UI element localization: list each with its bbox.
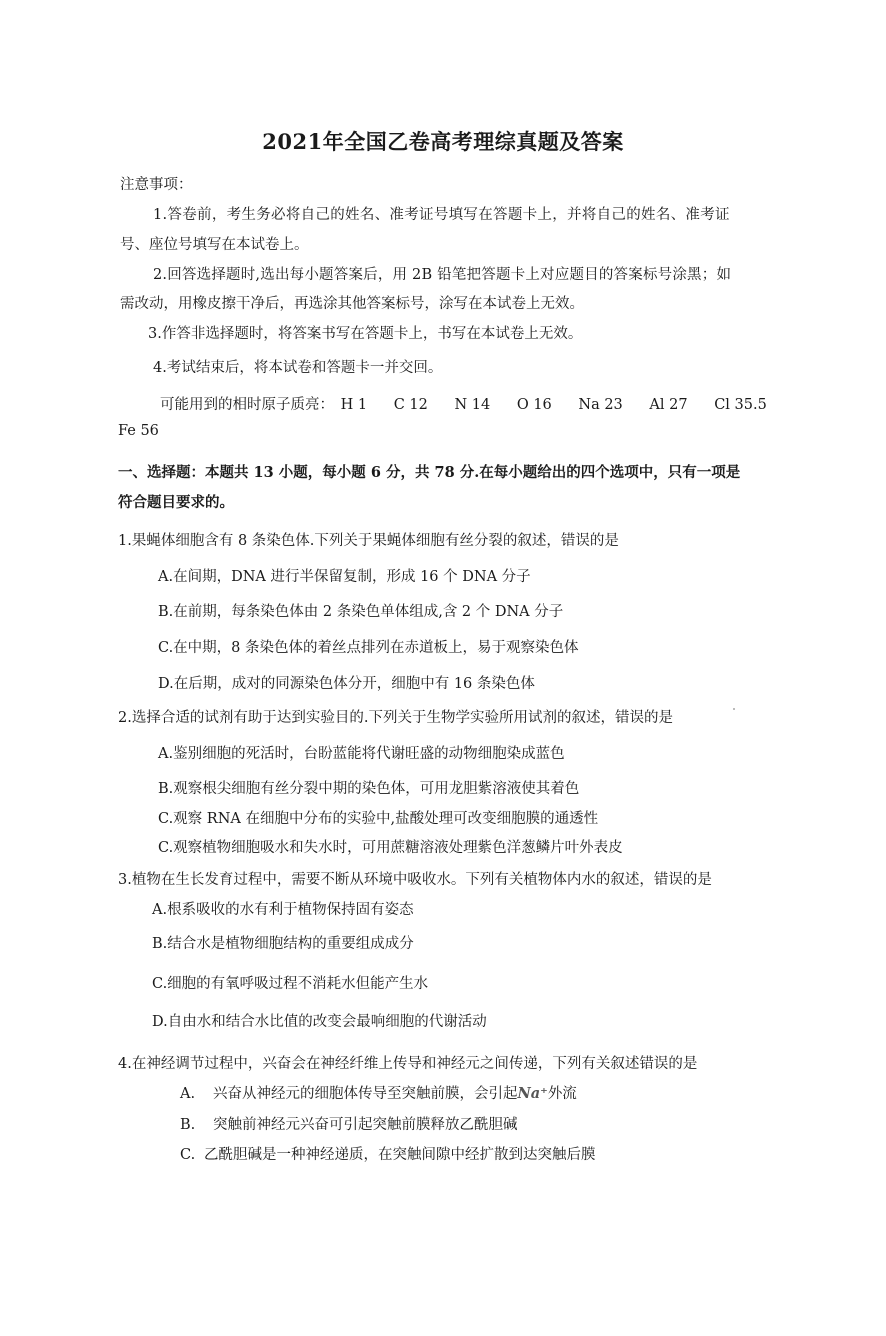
question-2-option-a: A.鉴别细胞的死活时，台盼蓝能将代谢旺盛的动物细胞染成蓝色: [158, 746, 565, 762]
atomic-mass-line: [160, 393, 767, 414]
atomic-mass-wrap: Fe 56: [118, 423, 159, 439]
note-item-1-line-1: 1.答卷前，考生务必将自己的姓名、准考证号填写在答题卡上，并将自己的姓名、准考证: [153, 207, 730, 223]
question-1-option-c: C.在中期，8 条染色体的着丝点排列在赤道板上，易于观察染色体: [158, 640, 579, 656]
question-3-option-c: C.细胞的有氧呼吸过程不消耗水但能产生水: [152, 976, 429, 992]
page-title: 2021年全国乙卷高考理综真题及答案: [262, 129, 624, 154]
option-text: 乙酰胆碱是一种神经递质，在突触间隙中经扩散到达突触后膜: [204, 1147, 596, 1163]
note-item-3: 3.作答非选择题时，将答案书写在答题卡上，书写在本试卷上无效。: [148, 326, 583, 342]
question-4-stem: 4.在神经调节过程中，兴奋会在神经纤维上传导和神经元之间传递，下列有关叙述错误的是: [118, 1056, 698, 1072]
note-item-2-line-2: 需改动，用橡皮擦干净后，再选涂其他答案标号，涂写在本试卷上无效。: [120, 296, 584, 312]
atomic-mass-value: N 14: [454, 397, 491, 413]
notes-heading: 注意事项：: [120, 177, 193, 193]
option-text: 兴奋从神经元的细胞体传导至突触前膜，会引起: [213, 1086, 518, 1102]
question-4-option-a: [180, 1082, 577, 1103]
section-heading-line-2: 符合题目要求的。: [118, 494, 234, 511]
section-heading-line-1: 一、选择题：本题共 13 小题，每小题 6 分，共 78 分.在每小题给出的四个选项中，只有一项是: [118, 464, 741, 481]
atomic-mass-label: 可能用到的相时原子质亮：: [160, 397, 334, 413]
question-2-stem: 2.选择合适的试剂有助于达到实验目的.下列关于生物学实验所用试剂的叙述，错误的是: [118, 710, 673, 726]
atomic-mass-value: Al 27: [649, 397, 688, 413]
option-letter: A.: [180, 1086, 196, 1102]
question-2-option-d: C.观察植物细胞吸水和失水时，可用蔗糖溶液处理紫色洋葱鳞片叶外表皮: [158, 840, 623, 856]
question-3-option-a: A.根系吸收的水有利于植物保持固有姿态: [152, 902, 414, 918]
question-1-option-a: A.在间期，DNA 进行半保留复制，形成 16 个 DNA 分子: [158, 569, 531, 585]
atomic-mass-value: Cl 35.5: [714, 397, 767, 413]
atomic-mass-value: C 12: [393, 397, 428, 413]
question-2-option-c: C.观察 RNA 在细胞中分布的实验中,盐酸处理可改变细胞膜的通透性: [158, 811, 599, 827]
question-4-option-b: [180, 1113, 518, 1134]
question-3-option-d: D.自由水和结合水比值的改变会最响细胞的代谢活动: [152, 1014, 487, 1030]
question-1-option-d: D.在后期，成对的同源染色体分开，细胞中有 16 条染色体: [158, 676, 535, 692]
option-text: 突触前神经元兴奋可引起突触前膜释放乙酰胆碱: [213, 1117, 518, 1133]
sodium-ion: Na⁺: [517, 1085, 548, 1102]
option-text-tail: 外流: [547, 1086, 577, 1102]
atomic-mass-value: O 16: [516, 397, 552, 413]
question-4-option-c: [180, 1143, 596, 1164]
scan-speck: [733, 708, 735, 710]
option-letter: B.: [180, 1117, 196, 1133]
note-item-4: 4.考试结束后，将本试卷和答题卡一并交回。: [153, 360, 443, 376]
atomic-mass-value: Na 23: [578, 397, 623, 413]
question-3-stem: 3.植物在生长发育过程中，需要不断从环境中吸收水。下列有关植物体内水的叙述，错误的是: [118, 872, 712, 888]
option-letter: C.: [180, 1147, 196, 1163]
note-item-1-line-2: 号、座位号填写在本试卷上。: [120, 237, 309, 253]
question-2-option-b: B.观察根尖细胞有丝分裂中期的染色体，可用龙胆紫溶液使其着色: [158, 781, 580, 797]
question-1-stem: 1.果蝇体细胞含有 8 条染色体.下列关于果蝇体细胞有丝分裂的叙述，错误的是: [118, 533, 619, 549]
atomic-mass-value: H 1: [340, 397, 368, 413]
question-3-option-b: B.结合水是植物细胞结构的重要组成成分: [152, 936, 414, 952]
question-1-option-b: B.在前期，每条染色体由 2 条染色单体组成,含 2 个 DNA 分子: [158, 604, 564, 620]
note-item-2-line-1: 2.回答选择题时,选出每小题答案后，用 2B 铅笔把答题卡上对应题目的答案标号涂黑；如: [153, 267, 732, 283]
